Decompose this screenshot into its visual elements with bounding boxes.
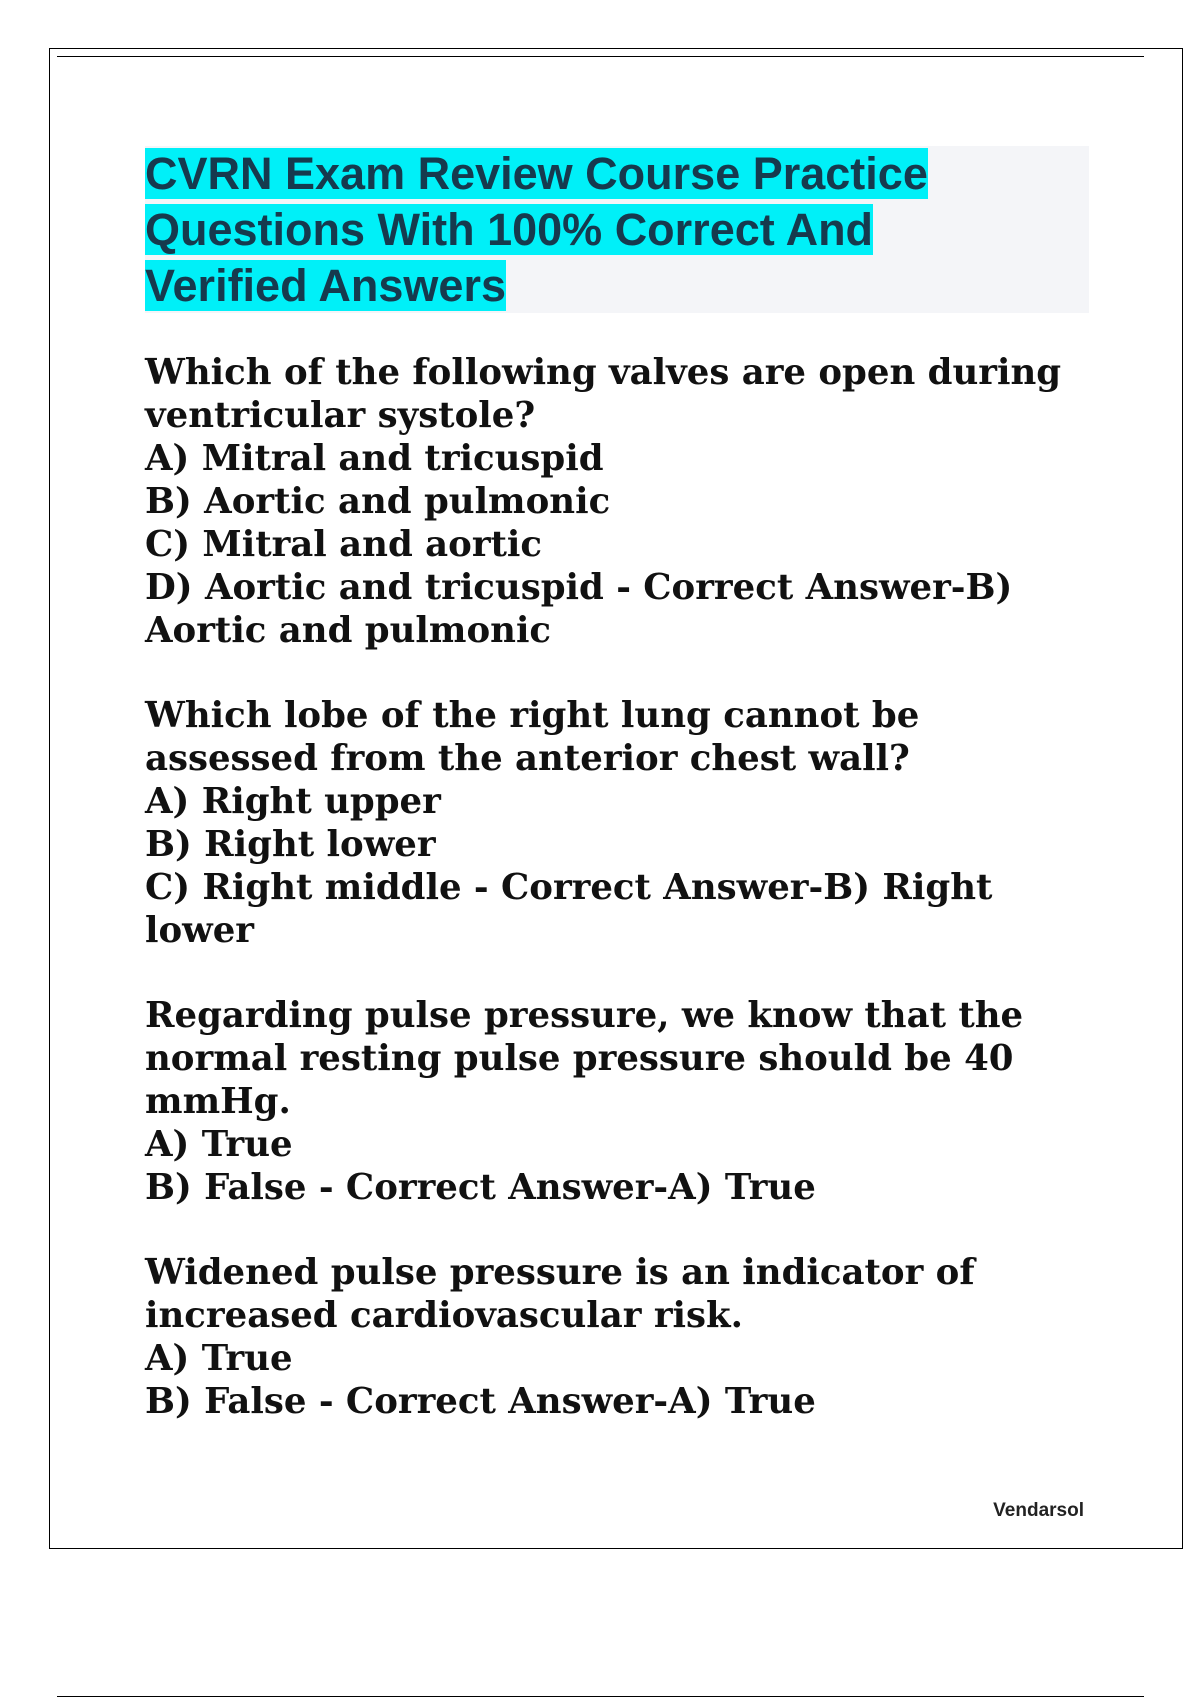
option-answer-line: D) Aortic and tricuspid - Correct Answer-B): [145, 567, 1013, 608]
question-line: increased cardiovascular risk.: [145, 1295, 743, 1336]
answer-line: Aortic and pulmonic: [145, 610, 552, 651]
bottom-rule: [57, 1696, 1144, 1697]
question-line: ventricular systole?: [145, 395, 536, 436]
question-line: normal resting pulse pressure should be 40: [145, 1038, 1014, 1079]
option-line: A) True: [145, 1124, 293, 1165]
answer-line: lower: [145, 910, 255, 951]
question-line: Regarding pulse pressure, we know that the: [145, 995, 1024, 1036]
title-block: [145, 146, 1089, 313]
option-answer-line: C) Right middle - Correct Answer-B) Right: [145, 867, 993, 908]
title-line: Questions With 100% Correct And: [145, 204, 874, 255]
qa-item-1: [145, 351, 1105, 652]
option-answer-line: B) False - Correct Answer-A) True: [145, 1381, 816, 1422]
option-line: A) Right upper: [145, 781, 441, 822]
qa-item-3: [145, 994, 1105, 1209]
option-answer-line: B) False - Correct Answer-A) True: [145, 1167, 816, 1208]
question-line: Which lobe of the right lung cannot be: [145, 695, 920, 736]
title-line: Verified Answers: [145, 260, 506, 311]
question-line: mmHg.: [145, 1081, 291, 1122]
option-line: B) Right lower: [145, 824, 436, 865]
option-line: A) True: [145, 1338, 293, 1379]
question-line: Widened pulse pressure is an indicator of: [145, 1252, 975, 1293]
qa-list: [145, 351, 1105, 1465]
question-line: assessed from the anterior chest wall?: [145, 738, 910, 779]
option-line: A) Mitral and tricuspid: [145, 438, 604, 479]
qa-item-4: [145, 1251, 1105, 1423]
footer-brand: Vendarsol: [993, 1500, 1084, 1521]
top-rule: [57, 56, 1144, 57]
title-line: CVRN Exam Review Course Practice: [145, 148, 928, 199]
document-title: [145, 146, 1089, 314]
option-line: C) Mitral and aortic: [145, 524, 543, 565]
option-line: B) Aortic and pulmonic: [145, 481, 611, 522]
qa-item-2: [145, 694, 1105, 952]
question-line: Which of the following valves are open during: [145, 352, 1062, 393]
